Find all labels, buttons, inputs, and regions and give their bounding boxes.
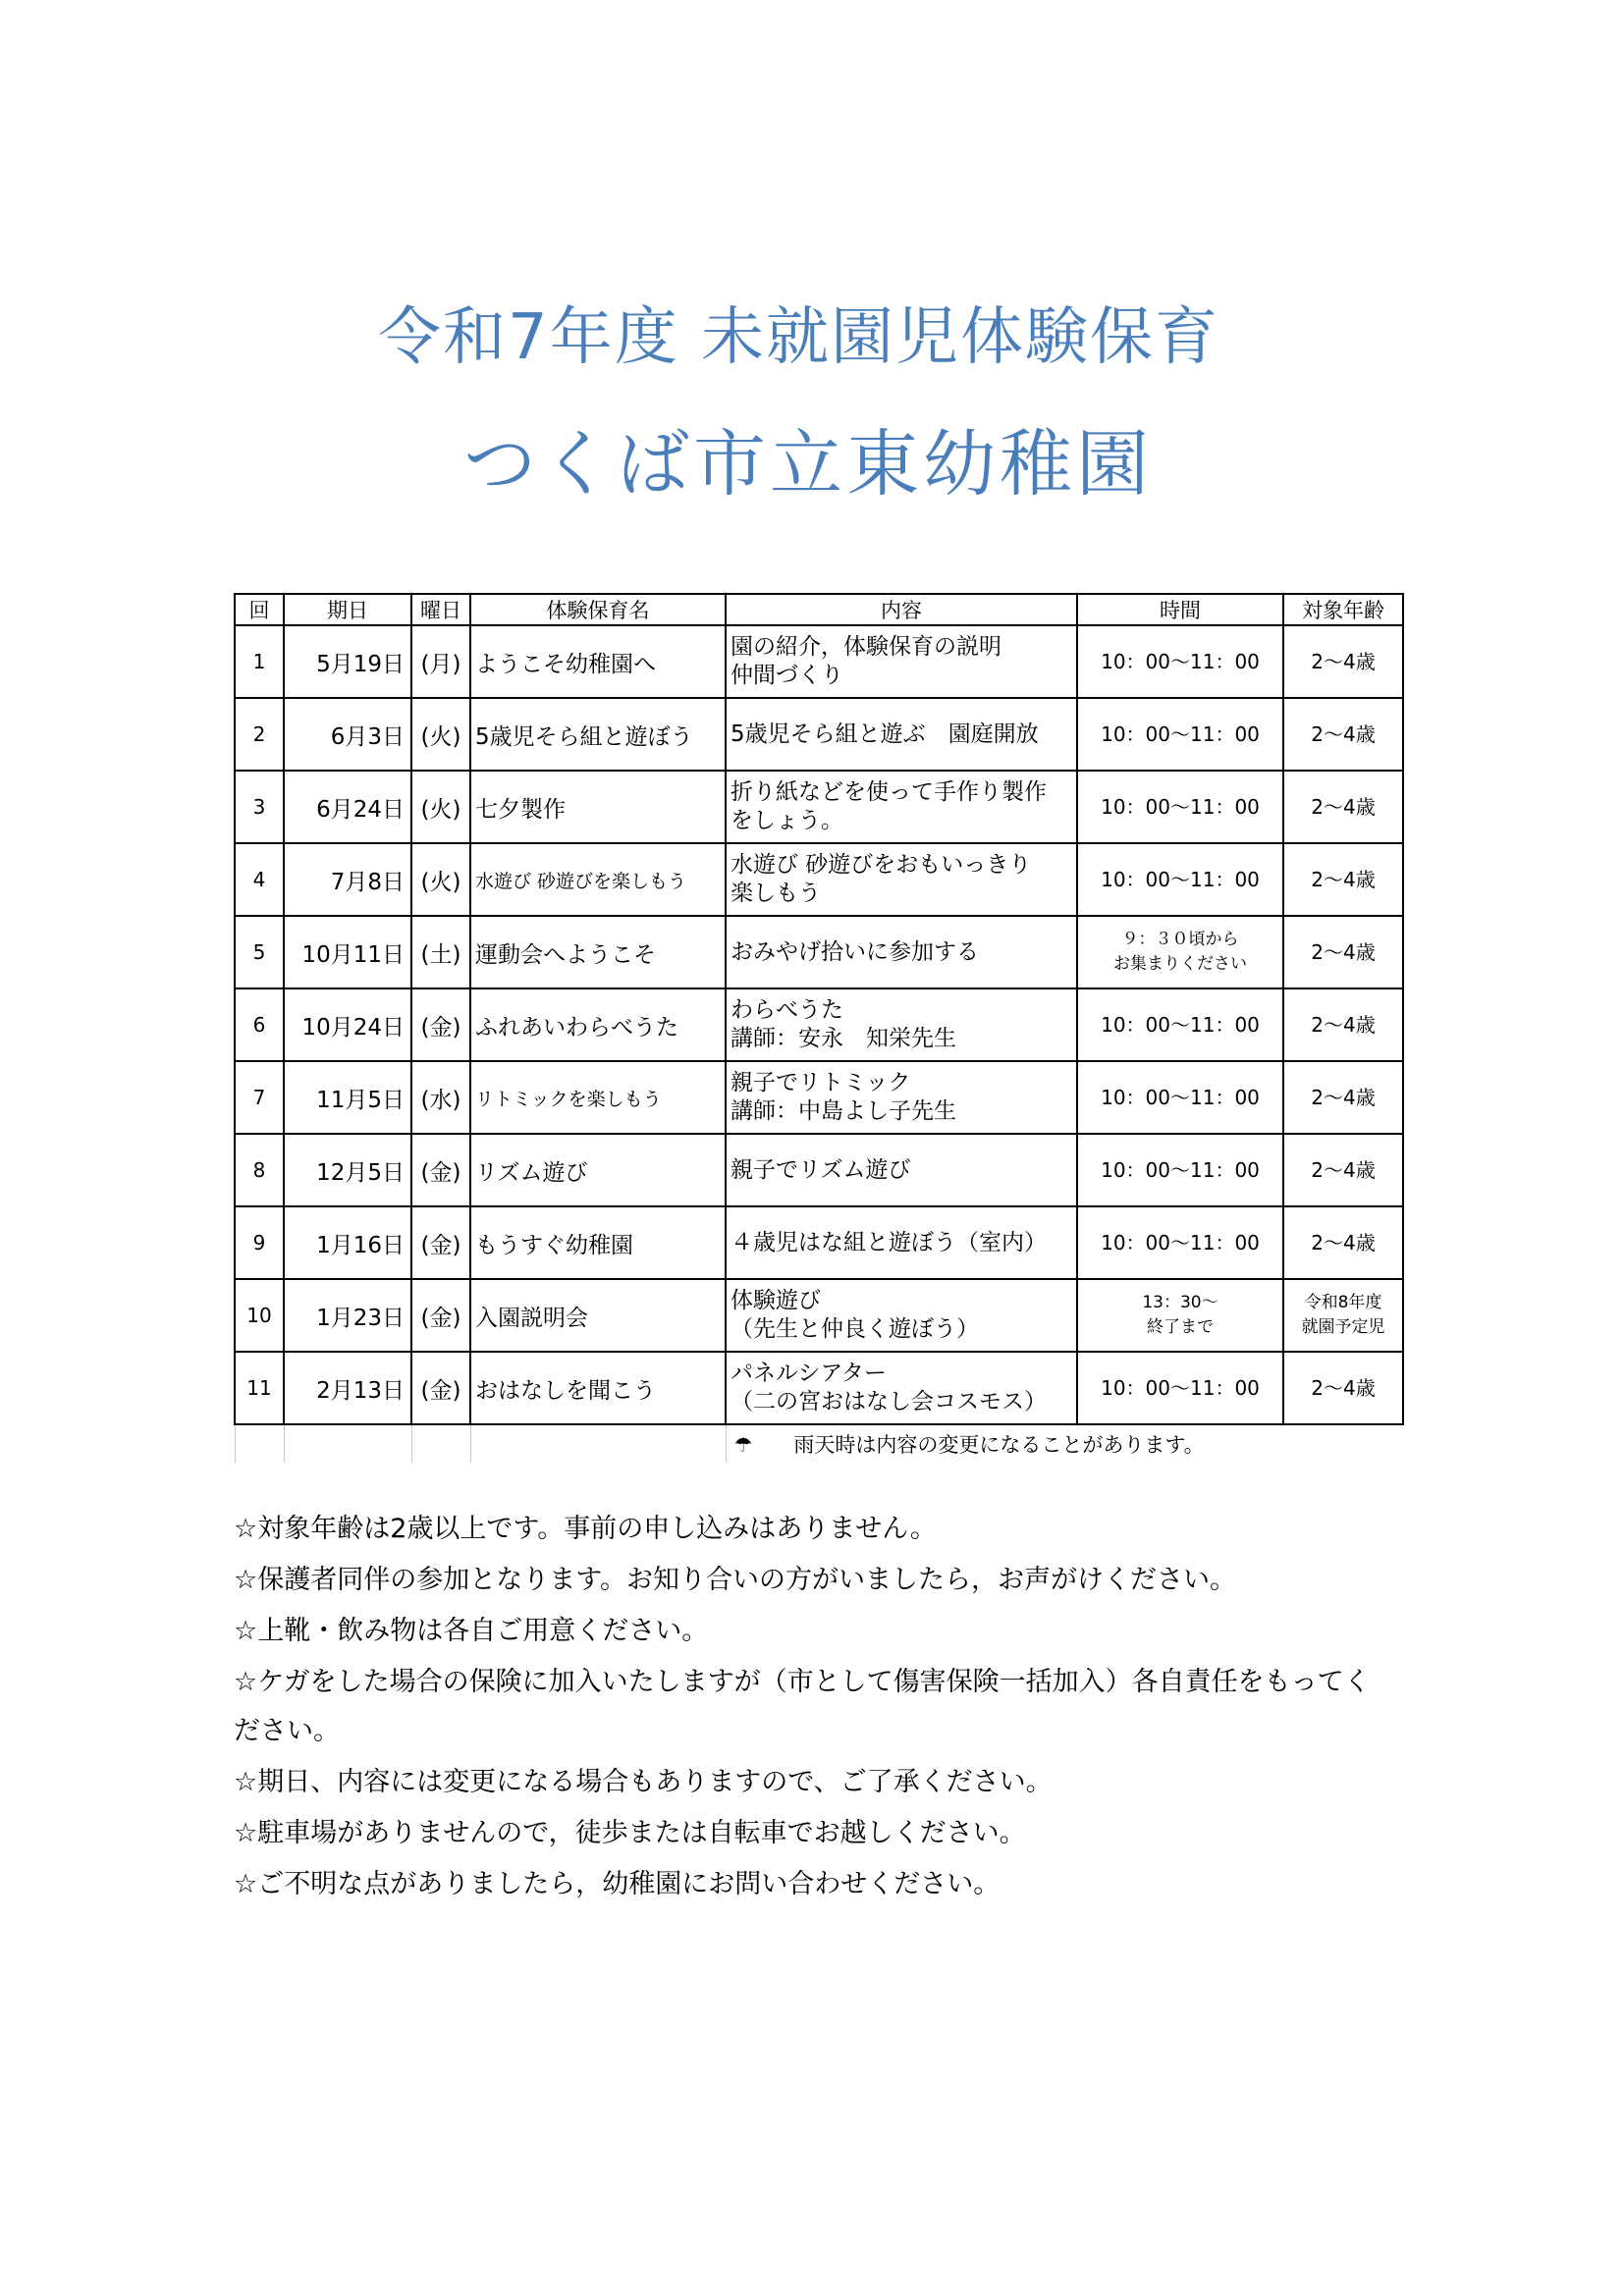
empty-cell: [235, 1424, 284, 1463]
empty-cell: [284, 1424, 411, 1463]
notice-item: ☆保護者同伴の参加となります。お知り合いの方がいましたら，お声がけください。: [234, 1565, 1237, 1595]
row-content: [726, 698, 1077, 771]
row-content-line1: おみやげ拾いに参加する: [731, 938, 979, 965]
notice-item: ☆駐車場がありませんので，徒歩または自転車でお越しください。: [234, 1818, 1026, 1848]
umbrella-icon: ☂: [733, 1433, 753, 1457]
row-content: [726, 988, 1077, 1061]
row-content-line1: パネルシアター: [731, 1361, 887, 1386]
row-date: 6月3日: [284, 698, 411, 771]
notice-list: [234, 1512, 1441, 1918]
row-content: [726, 1206, 1077, 1279]
column-header-day: 曜日: [411, 594, 470, 625]
row-time-line2: お集まりください: [1113, 954, 1247, 974]
row-content-line2: をしょう。: [731, 808, 843, 833]
row-activity-name: ようこそ幼稚園へ: [470, 625, 726, 698]
row-weekday: (金): [411, 1352, 470, 1424]
row-number: 5: [235, 916, 284, 988]
row-content: [726, 1279, 1077, 1352]
row-number: 3: [235, 771, 284, 843]
row-content: [726, 1352, 1077, 1424]
row-date: 10月11日: [284, 916, 411, 988]
column-header-target: 対象年齢: [1283, 594, 1403, 625]
row-content-line2: 仲間づくり: [731, 663, 843, 688]
row-date: 5月19日: [284, 625, 411, 698]
rain-note: [726, 1424, 1403, 1463]
table-row: [235, 698, 1403, 771]
row-weekday: (火): [411, 771, 470, 843]
row-number: 6: [235, 988, 284, 1061]
row-number: 4: [235, 843, 284, 916]
row-time: [1077, 916, 1283, 988]
row-time: 10：00～11：00: [1077, 1352, 1283, 1424]
table-row: [235, 625, 1403, 698]
row-target-age: 2～4歳: [1283, 1061, 1403, 1134]
row-content-line1: 折り紙などを使って手作り製作: [731, 779, 1047, 805]
row-content-line1: 体験遊び: [731, 1288, 821, 1313]
row-time: 10：00～11：00: [1077, 1134, 1283, 1206]
row-content-line2: （二の宮おはなし会コスモス）: [731, 1389, 1047, 1415]
row-target-age: 2～4歳: [1283, 698, 1403, 771]
row-weekday: (火): [411, 843, 470, 916]
table-row: [235, 1206, 1403, 1279]
page-title: 令和7年度 未就園児体験保育: [378, 301, 1220, 374]
notice-item-line2: ださい。: [234, 1716, 340, 1746]
row-time: 10：00～11：00: [1077, 771, 1283, 843]
row-content-line2: （先生と仲良く遊ぼう）: [731, 1316, 979, 1342]
table-row: [235, 988, 1403, 1061]
row-content: [726, 843, 1077, 916]
row-target-age: 2～4歳: [1283, 988, 1403, 1061]
rain-note-text: 雨天時は内容の変更になることがあります。: [793, 1433, 1205, 1457]
row-content-line1: 園の紹介，体験保育の説明: [731, 634, 1001, 660]
row-target-age: 2～4歳: [1283, 1352, 1403, 1424]
row-weekday: (水): [411, 1061, 470, 1134]
row-content-line1: ４歳児はな組と遊ぼう（室内）: [731, 1229, 1047, 1255]
row-number: 11: [235, 1352, 284, 1424]
row-target-age: 2～4歳: [1283, 1134, 1403, 1206]
row-weekday: (金): [411, 1279, 470, 1352]
row-activity-name: 水遊び 砂遊びを楽しもう: [470, 843, 726, 916]
row-time: 10：00～11：00: [1077, 1061, 1283, 1134]
notice-item: ☆期日、内容には変更になる場合もありますので、ご了承ください。: [234, 1767, 1053, 1797]
empty-cell: [411, 1424, 470, 1463]
row-content: [726, 1134, 1077, 1206]
row-number: 9: [235, 1206, 284, 1279]
row-content: [726, 1061, 1077, 1134]
row-activity-name: おはなしを聞こう: [470, 1352, 726, 1424]
table-header-row: [235, 594, 1403, 625]
row-target-age: 2～4歳: [1283, 916, 1403, 988]
row-weekday: (金): [411, 1206, 470, 1279]
row-target-line2: 就園予定児: [1301, 1317, 1385, 1337]
row-activity-name: 5歳児そら組と遊ぼう: [470, 698, 726, 771]
row-content: [726, 771, 1077, 843]
row-activity-name: リズム遊び: [470, 1134, 726, 1206]
row-target-line1: 令和8年度: [1304, 1293, 1382, 1312]
table-row: [235, 1134, 1403, 1206]
footnote-row: [235, 1424, 1403, 1463]
row-time: [1077, 1279, 1283, 1352]
row-activity-name: 七夕製作: [470, 771, 726, 843]
row-target-age: [1283, 1279, 1403, 1352]
row-content: [726, 916, 1077, 988]
row-number: 1: [235, 625, 284, 698]
row-content: [726, 625, 1077, 698]
notice-item: ☆ご不明な点がありましたら，幼稚園にお問い合わせください。: [234, 1869, 1001, 1899]
table-row: [235, 916, 1403, 988]
row-activity-name: 入園説明会: [470, 1279, 726, 1352]
row-content-line1: わらべうた: [731, 997, 843, 1023]
row-time: 10：00～11：00: [1077, 1206, 1283, 1279]
row-weekday: (金): [411, 1134, 470, 1206]
row-activity-name: リトミックを楽しもう: [470, 1061, 726, 1134]
row-time-line1: ９：３０頃から: [1121, 930, 1239, 949]
row-number: 2: [235, 698, 284, 771]
table-row: [235, 1061, 1403, 1134]
column-header-content: 内容: [726, 594, 1077, 625]
row-weekday: (土): [411, 916, 470, 988]
row-date: 2月13日: [284, 1352, 411, 1424]
row-time: 10：00～11：00: [1077, 625, 1283, 698]
row-weekday: (金): [411, 988, 470, 1061]
row-date: 10月24日: [284, 988, 411, 1061]
row-content-line1: 親子でリトミック: [731, 1070, 911, 1095]
empty-cell: [470, 1424, 726, 1463]
table-row: [235, 1352, 1403, 1424]
row-number: 7: [235, 1061, 284, 1134]
row-number: 10: [235, 1279, 284, 1352]
table-row: [235, 843, 1403, 916]
notice-item-line1: ☆ケガをした場合の保険に加入いたしますが（市として傷害保険一括加入）各自責任をもってく: [234, 1667, 1371, 1697]
row-target-age: 2～4歳: [1283, 625, 1403, 698]
row-activity-name: もうすぐ幼稚園: [470, 1206, 726, 1279]
notice-item: [234, 1665, 1441, 1749]
column-header-time: 時間: [1077, 594, 1283, 625]
row-time: 10：00～11：00: [1077, 698, 1283, 771]
row-date: 12月5日: [284, 1134, 411, 1206]
row-date: 11月5日: [284, 1061, 411, 1134]
row-content-line1: 5歳児そら組と遊ぶ 園庭開放: [731, 721, 1039, 747]
column-header-date: 期日: [284, 594, 411, 625]
row-time-line2: 終了まで: [1147, 1317, 1214, 1337]
row-time: 10：00～11：00: [1077, 843, 1283, 916]
row-content-line2: 楽しもう: [731, 881, 821, 906]
table-row: [235, 771, 1403, 843]
row-content-line2: 講師：中島よし子先生: [731, 1098, 956, 1124]
schedule-table: [234, 593, 1404, 1463]
notice-item: ☆上靴・飲み物は各自ご用意ください。: [234, 1616, 709, 1646]
row-target-age: 2～4歳: [1283, 843, 1403, 916]
row-date: 1月23日: [284, 1279, 411, 1352]
row-date: 7月8日: [284, 843, 411, 916]
row-activity-name: ふれあいわらべうた: [470, 988, 726, 1061]
column-header-no: 回: [235, 594, 284, 625]
row-weekday: (月): [411, 625, 470, 698]
row-activity-name: 運動会へようこそ: [470, 916, 726, 988]
column-header-name: 体験保育名: [470, 594, 726, 625]
row-content-line2: 講師：安永 知栄先生: [731, 1026, 956, 1051]
notice-item: ☆対象年齢は2歳以上です。事前の申し込みはありません。: [234, 1514, 937, 1544]
row-number: 8: [235, 1134, 284, 1206]
row-time: 10：00～11：00: [1077, 988, 1283, 1061]
school-name: つくば市立東幼稚園: [463, 422, 1153, 507]
row-content-line1: 水遊び 砂遊びをおもいっきり: [731, 852, 1032, 878]
row-date: 1月16日: [284, 1206, 411, 1279]
row-time-line1: 13：30～: [1142, 1293, 1218, 1312]
row-target-age: 2～4歳: [1283, 1206, 1403, 1279]
table-row: [235, 1279, 1403, 1352]
row-content-line1: 親子でリズム遊び: [731, 1156, 911, 1183]
row-target-age: 2～4歳: [1283, 771, 1403, 843]
row-weekday: (火): [411, 698, 470, 771]
row-date: 6月24日: [284, 771, 411, 843]
